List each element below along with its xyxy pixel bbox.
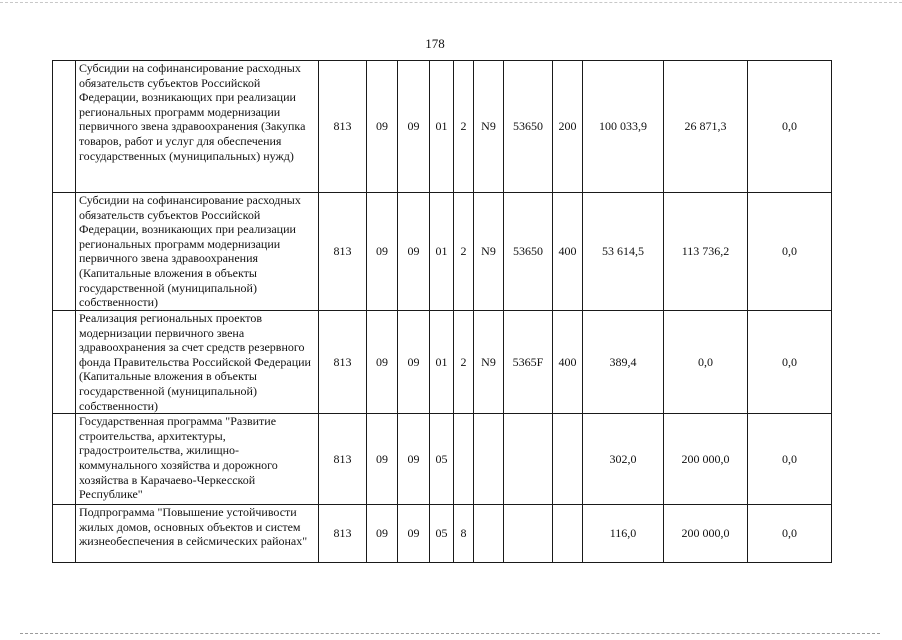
cell-description: Государственная программа "Развитие строительства, архитектуры, градостроительства, жилищно-коммунального хозяйства и дорожного хозяйства в Карачаево-Черкесской Республике" [76, 414, 319, 505]
scan-edge-bottom [20, 633, 880, 634]
cell-project-code [474, 414, 504, 505]
cell-row-marker [53, 61, 76, 193]
cell-section-code: 09 [367, 311, 398, 414]
cell-description: Субсидии на софинансирование расходных обязательств субъектов Российской Федерации, возникающих при реализации региональных программ модернизации первичного звена здравоохранения (Капитальные вложения в объекты государственной (муниципальной) собственности) [76, 193, 319, 311]
cell-admin-code: 813 [319, 414, 367, 505]
cell-subprogram-code: 2 [454, 61, 474, 193]
scan-edge-top [0, 2, 902, 3]
cell-subsection-code: 09 [398, 193, 430, 311]
cell-admin-code: 813 [319, 193, 367, 311]
cell-direction-code [504, 414, 553, 505]
cell-amount-year-3: 0,0 [748, 505, 832, 563]
cell-expense-type [553, 505, 583, 563]
cell-amount-year-3: 0,0 [748, 61, 832, 193]
table-row [53, 505, 832, 563]
cell-row-marker [53, 311, 76, 414]
cell-subprogram-code: 8 [454, 505, 474, 563]
cell-amount-year-2: 200 000,0 [664, 505, 748, 563]
cell-direction-code: 53650 [504, 61, 553, 193]
cell-row-marker [53, 414, 76, 505]
cell-direction-code: 53650 [504, 193, 553, 311]
cell-amount-year-1: 389,4 [583, 311, 664, 414]
cell-section-code: 09 [367, 61, 398, 193]
table-row [53, 311, 832, 414]
cell-expense-type: 400 [553, 311, 583, 414]
cell-amount-year-2: 113 736,2 [664, 193, 748, 311]
cell-subsection-code: 09 [398, 414, 430, 505]
table-row [53, 61, 832, 193]
cell-expense-type [553, 414, 583, 505]
cell-program-code: 05 [430, 505, 454, 563]
cell-admin-code: 813 [319, 311, 367, 414]
table-row [53, 414, 832, 505]
cell-expense-type: 400 [553, 193, 583, 311]
cell-amount-year-2: 200 000,0 [664, 414, 748, 505]
cell-amount-year-3: 0,0 [748, 311, 832, 414]
cell-project-code: N9 [474, 193, 504, 311]
cell-project-code: N9 [474, 61, 504, 193]
cell-subprogram-code: 2 [454, 193, 474, 311]
cell-amount-year-1: 53 614,5 [583, 193, 664, 311]
cell-row-marker [53, 505, 76, 563]
cell-description: Реализация региональных проектов модернизации первичного звена здравоохранения за счет средств резервного фонда Правительства Российской Федерации (Капитальные вложения в объекты государственной (муниципальной) собственности) [76, 311, 319, 414]
cell-amount-year-1: 302,0 [583, 414, 664, 505]
cell-section-code: 09 [367, 193, 398, 311]
cell-project-code [474, 505, 504, 563]
cell-amount-year-1: 100 033,9 [583, 61, 664, 193]
cell-subsection-code: 09 [398, 311, 430, 414]
cell-section-code: 09 [367, 414, 398, 505]
cell-subprogram-code [454, 414, 474, 505]
cell-expense-type: 200 [553, 61, 583, 193]
cell-program-code: 01 [430, 311, 454, 414]
page-number: 178 [425, 36, 445, 51]
cell-subsection-code: 09 [398, 61, 430, 193]
cell-project-code: N9 [474, 311, 504, 414]
cell-program-code: 05 [430, 414, 454, 505]
cell-admin-code: 813 [319, 505, 367, 563]
cell-amount-year-3: 0,0 [748, 414, 832, 505]
cell-row-marker [53, 193, 76, 311]
table-body [53, 61, 832, 563]
cell-description: Субсидии на софинансирование расходных обязательств субъектов Российской Федерации, возникающих при реализации региональных программ модернизации первичного звена здравоохранения (Закупка товаров, работ и услуг для обеспечения государственных (муниципальных) нужд) [76, 61, 319, 193]
cell-description: Подпрограмма "Повышение устойчивости жилых домов, основных объектов и систем жизнеобеспечения в сейсмических районах" [76, 505, 319, 563]
cell-direction-code [504, 505, 553, 563]
cell-amount-year-2: 0,0 [664, 311, 748, 414]
budget-table [52, 60, 832, 563]
cell-subsection-code: 09 [398, 505, 430, 563]
cell-section-code: 09 [367, 505, 398, 563]
cell-subprogram-code: 2 [454, 311, 474, 414]
table-row [53, 193, 832, 311]
cell-amount-year-2: 26 871,3 [664, 61, 748, 193]
cell-admin-code: 813 [319, 61, 367, 193]
cell-program-code: 01 [430, 61, 454, 193]
cell-amount-year-1: 116,0 [583, 505, 664, 563]
cell-amount-year-3: 0,0 [748, 193, 832, 311]
cell-program-code: 01 [430, 193, 454, 311]
cell-direction-code: 5365F [504, 311, 553, 414]
